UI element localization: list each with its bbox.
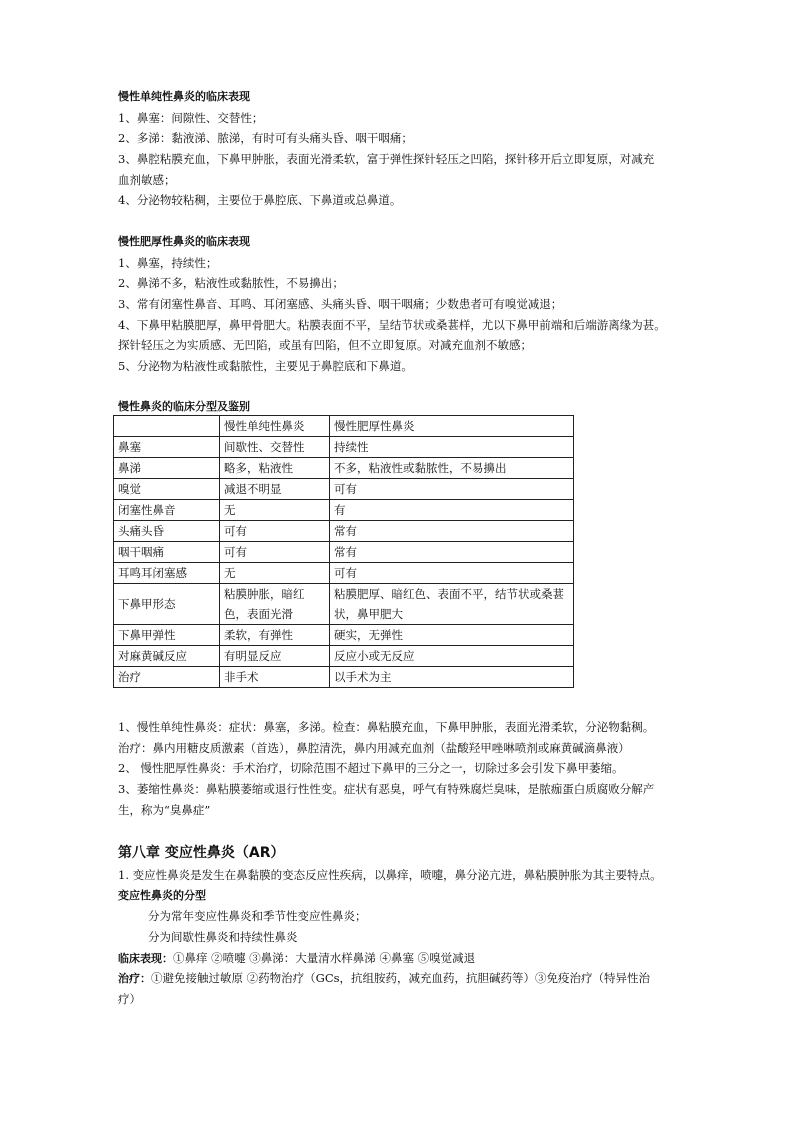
table-row <box>114 625 574 646</box>
text-line: 1、慢性单纯性鼻炎：症状：鼻塞，多涕。检查：鼻粘膜充血，下鼻甲肿胀，表面光滑柔软，分泌物黏稠。 <box>118 720 655 734</box>
table-cell: 鼻塞 <box>114 437 220 458</box>
clinical-text: ①鼻痒 ②喷嚏 ③鼻涕：大量清水样鼻涕 ④鼻塞 ⑤嗅觉减退 <box>173 950 476 965</box>
text-line: 3、萎缩性鼻炎：鼻粘膜萎缩或退行性性变。症状有恶臭，呼气有特殊腐烂臭味，是脓痂蛋白质腐败分解产 <box>118 782 655 797</box>
table-cell: 嗅觉 <box>114 479 220 500</box>
text-line: 2、鼻涕不多，粘液性或黏脓性，不易擤出； <box>118 276 344 291</box>
text-line: 生，称为“臭鼻症” <box>118 802 211 817</box>
table-row <box>114 521 574 542</box>
table-cell: 咽干咽痛 <box>114 542 220 563</box>
table-cell: 可有 <box>220 542 330 563</box>
table-cell: 可有 <box>330 563 574 584</box>
text-line: 血剂敏感； <box>118 172 176 187</box>
text-line: 2、多涕：黏液涕、脓涕，有时可有头痛头昏、咽干咽痛； <box>118 131 413 146</box>
chapter-title: 第八章 变应性鼻炎（AR） <box>118 845 285 861</box>
table-cell: 有 <box>330 500 574 521</box>
table-cell: 无 <box>220 563 330 584</box>
table-cell: 柔软，有弹性 <box>220 625 330 646</box>
table-cell: 可有 <box>330 479 574 500</box>
table-cell: 硬实，无弹性 <box>330 625 574 646</box>
table-cell: 无 <box>220 500 330 521</box>
text-line: 1. 变应性鼻炎是发生在鼻黏膜的变态反应性疾病，以鼻痒，喷嚏，鼻分泌亢进，鼻粘膜肿胀为其主要特点。 <box>118 868 662 882</box>
table-cell: 下鼻甲弹性 <box>114 625 220 646</box>
table-cell: 不多，粘液性或黏脓性，不易擤出 <box>330 458 574 479</box>
chapter-8 <box>118 841 678 1010</box>
table-row <box>114 542 574 563</box>
table-cell: 头痛头昏 <box>114 521 220 542</box>
table-cell: 常有 <box>330 521 574 542</box>
table-cell: 反应小或无反应 <box>330 646 574 667</box>
text-line: 疗） <box>118 992 141 1007</box>
table-title: 慢性鼻炎的临床分型及鉴别 <box>118 400 250 413</box>
section-title: 变应性鼻炎的分型 <box>118 888 206 902</box>
table-cell: 鼻涕 <box>114 458 220 479</box>
text-line: 治疗：鼻内用糖皮质激素（首选），鼻腔清洗，鼻内用减充血剂（盐酸羟甲唑啉喷剂或麻黄碱滴鼻液） <box>118 740 630 755</box>
table-row <box>114 479 574 500</box>
table-row <box>114 500 574 521</box>
table-cell: 常有 <box>330 542 574 563</box>
text-line: 3、常有闭塞性鼻音、耳鸣、耳闭塞感、头痛头昏、咽干咽痛；少数患者可有嗅觉减退； <box>118 297 563 312</box>
table-header-row <box>114 416 574 437</box>
table-cell: 以手术为主 <box>330 667 574 688</box>
table-cell: 治疗 <box>114 667 220 688</box>
section-hypertrophic-rhinitis <box>118 232 678 377</box>
table-cell: 粘膜肥厚、暗红色、表面不平，结节状或桑葚状，鼻甲肥大 <box>330 584 574 625</box>
table-cell: 有明显反应 <box>220 646 330 667</box>
table-cell: 闭塞性鼻音 <box>114 500 220 521</box>
text-line: 4、分泌物较粘稠，主要位于鼻腔底、下鼻道或总鼻道。 <box>118 193 402 208</box>
treatment-line <box>118 968 678 989</box>
section-title: 慢性肥厚性鼻炎的临床表现 <box>118 235 250 248</box>
text-line: 探针轻压之为实质感、无凹陷，或虽有凹陷，但不立即复原。对减充血剂不敏感； <box>118 338 532 353</box>
table-row <box>114 667 574 688</box>
table-cell: 慢性单纯性鼻炎 <box>220 416 330 437</box>
table-cell: 对麻黄碱反应 <box>114 646 220 667</box>
text-line: 5、分泌物为粘液性或黏脓性，主要见于鼻腔底和下鼻道。 <box>118 359 413 374</box>
table-row <box>114 458 574 479</box>
table-cell: 持续性 <box>330 437 574 458</box>
table-row <box>114 646 574 667</box>
section-simple-rhinitis <box>118 87 678 211</box>
table-cell: 耳鸣耳闭塞感 <box>114 563 220 584</box>
section-treatment-summary <box>118 717 678 820</box>
table-cell: 下鼻甲形态 <box>114 584 220 625</box>
table-cell: 间歇性、交替性 <box>220 437 330 458</box>
table-cell: 非手术 <box>220 667 330 688</box>
section-title: 慢性单纯性鼻炎的临床表现 <box>118 90 250 103</box>
table-cell: 减退不明显 <box>220 479 330 500</box>
text-line: 3、鼻腔粘膜充血，下鼻甲肿胀，表面光滑柔软，富于弹性探针轻压之凹陷，探针移开后立即复原，对减充 <box>118 152 655 167</box>
table-cell <box>114 416 220 437</box>
text-line: 1、鼻塞，持续性； <box>118 255 218 270</box>
table-row <box>114 563 574 584</box>
text-line: 4、下鼻甲粘膜肥厚，鼻甲骨肥大。粘膜表面不平，呈结节状或桑葚样，尤以下鼻甲前端和后端游离缘为甚。 <box>118 317 666 332</box>
text-line: 1、鼻塞：间隙性、交替性； <box>118 110 264 125</box>
treatment-label: 治疗： <box>118 972 151 986</box>
text-line: 分为常年变应性鼻炎和季节性变应性鼻炎； <box>148 909 367 924</box>
text-line: 2、 慢性肥厚性鼻炎：手术治疗，切除范围不超过下鼻甲的三分之一，切除过多会引发下鼻甲萎缩。 <box>118 761 624 776</box>
clinical-line <box>118 948 678 969</box>
treatment-text: ①避免接触过敏原 ②药物治疗（GCs，抗组胺药，减充血药，抗胆碱药等）③免疫治疗（特异性治 <box>151 971 651 986</box>
text-line: 分为间歇性鼻炎和持续性鼻炎 <box>148 930 298 945</box>
clinical-label: 临床表现： <box>118 951 173 965</box>
table-cell: 慢性肥厚性鼻炎 <box>330 416 574 437</box>
table-cell: 粘膜肿胀，暗红色，表面光滑 <box>220 584 330 625</box>
table-row <box>114 584 574 625</box>
table-row <box>114 437 574 458</box>
table-cell: 可有 <box>220 521 330 542</box>
table-cell: 略多，粘液性 <box>220 458 330 479</box>
comparison-table <box>113 415 574 688</box>
